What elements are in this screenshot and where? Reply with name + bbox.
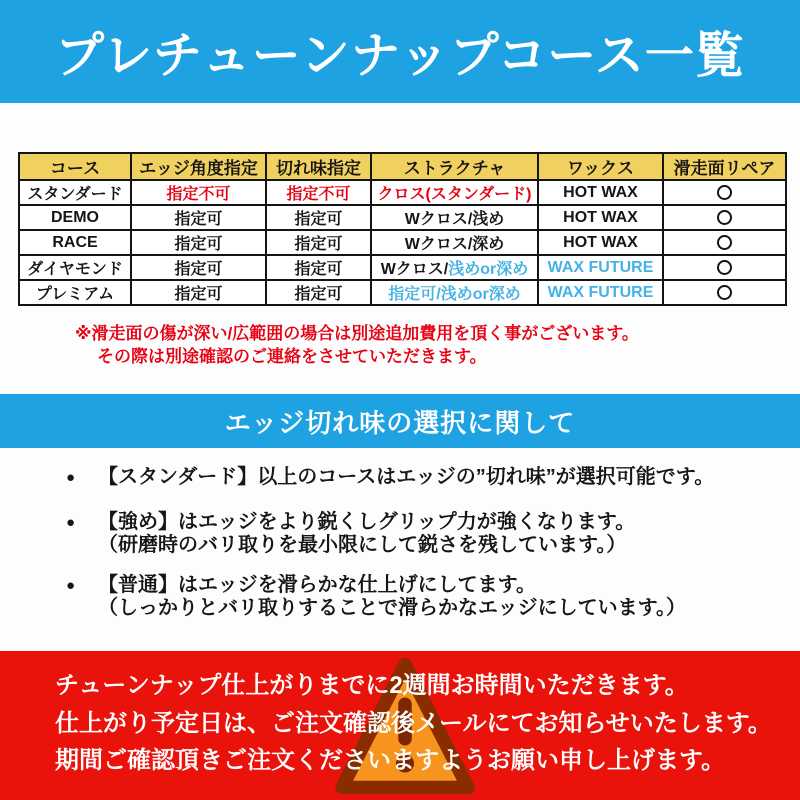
column-header: 切れ味指定 <box>266 153 371 180</box>
table-cell <box>663 280 786 305</box>
table-cell: ダイヤモンド <box>19 255 131 280</box>
bullet-body <box>98 511 635 557</box>
table-cell: 指定可 <box>266 280 371 305</box>
table-row <box>19 205 786 230</box>
table-cell: WAX FUTURE <box>538 280 663 305</box>
bullet-text: 【普通】はエッジを滑らかな仕上げにしてます。 <box>98 574 536 596</box>
table-cell: WAX FUTURE <box>538 255 663 280</box>
circle-icon <box>717 185 732 200</box>
bullet-text: 【スタンダード】以上のコースはエッジの”切れ味”が選択可能です。 <box>98 466 715 488</box>
table-cell: 指定可 <box>131 280 266 305</box>
footer-line: 仕上がり予定日は、ご注文確認後メールにてお知らせいたします。 <box>55 709 772 737</box>
footer-line: 期間ご確認頂きご注文くださいますようお願い申し上げます。 <box>55 747 726 774</box>
header-band <box>0 0 800 103</box>
circle-icon <box>717 285 732 300</box>
table-cell: 指定可 <box>266 205 371 230</box>
circle-icon <box>717 235 732 250</box>
bullet-subtext: （しっかりとバリ取りすることで滑らかなエッジにしています。） <box>98 597 686 619</box>
bullet-list <box>66 466 776 620</box>
section-banner <box>0 394 800 448</box>
table-cell: 指定可/浅めor深め <box>371 280 538 305</box>
column-header: ストラクチャ <box>371 153 538 180</box>
bullet-item <box>66 574 776 620</box>
bullet-subtext: （研磨時のバリ取りを最小限にして鋭さを残しています。） <box>98 534 627 556</box>
table-cell: 指定可 <box>131 205 266 230</box>
footer-line: チューンナップ仕上がりまでに2週間お時間いただきます。 <box>55 672 689 699</box>
table-cell: Wクロス/深め <box>371 230 538 255</box>
surcharge-note-line2: その際は別途確認のご連絡をさせていただきます。 <box>97 347 487 366</box>
course-table <box>18 152 787 306</box>
table-row <box>19 180 786 205</box>
surcharge-note <box>75 322 639 368</box>
table-row <box>19 230 786 255</box>
table-cell: スタンダード <box>19 180 131 205</box>
table-cell <box>371 255 538 280</box>
circle-icon <box>717 260 732 275</box>
course-table-body <box>19 180 786 305</box>
table-row <box>19 280 786 305</box>
bullet-marker-icon: ● <box>66 469 76 486</box>
section-banner-title: エッジ切れ味の選択に関して <box>224 407 576 438</box>
table-cell: 指定可 <box>131 230 266 255</box>
column-header: コース <box>19 153 131 180</box>
table-cell: 指定不可 <box>266 180 371 205</box>
table-cell: 指定不可 <box>131 180 266 205</box>
table-cell: HOT WAX <box>538 230 663 255</box>
bullet-item <box>66 466 776 489</box>
bullet-text: 【強め】はエッジをより鋭くしグリップ力が強くなります。 <box>98 511 636 533</box>
table-cell-text: Wクロス/ <box>380 261 449 278</box>
notice-footer <box>0 651 800 800</box>
table-cell: クロス(スタンダード) <box>371 180 538 205</box>
bullet-marker-icon: ● <box>66 514 76 531</box>
table-cell <box>663 230 786 255</box>
column-header: 滑走面リペア <box>663 153 786 180</box>
column-header: ワックス <box>538 153 663 180</box>
page-title: プレチューンナップコース一覧 <box>55 28 745 83</box>
table-cell <box>663 180 786 205</box>
table-cell: 指定可 <box>131 255 266 280</box>
table-cell: RACE <box>19 230 131 255</box>
table-cell: プレミアム <box>19 280 131 305</box>
circle-icon <box>717 210 732 225</box>
column-header: エッジ角度指定 <box>131 153 266 180</box>
table-cell: 指定可 <box>266 230 371 255</box>
table-cell: HOT WAX <box>538 180 663 205</box>
surcharge-note-line1: ※滑走面の傷が深い/広範囲の場合は別途追加費用を頂く事がございます。 <box>75 324 639 343</box>
table-cell: DEMO <box>19 205 131 230</box>
table-cell-text: 浅めor深め <box>448 261 529 278</box>
table-cell: 指定可 <box>266 255 371 280</box>
table-row <box>19 255 786 280</box>
table-cell: Wクロス/浅め <box>371 205 538 230</box>
bullet-body <box>98 574 686 620</box>
course-table-head <box>19 153 786 180</box>
bullet-marker-icon: ● <box>66 577 76 594</box>
table-cell <box>663 255 786 280</box>
table-cell <box>663 205 786 230</box>
bullet-item <box>66 511 776 557</box>
footer-lines <box>55 651 772 780</box>
table-header-row <box>19 153 786 180</box>
table-cell: HOT WAX <box>538 205 663 230</box>
